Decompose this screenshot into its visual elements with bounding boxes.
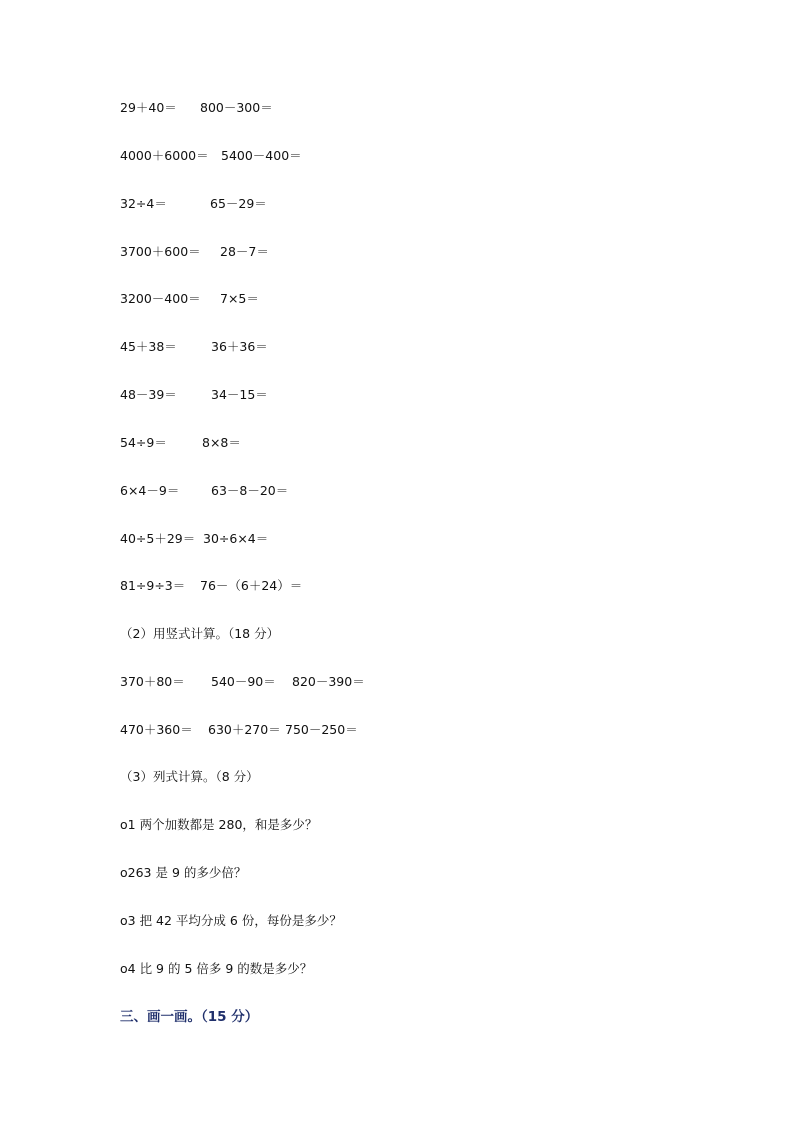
calc-row (120, 434, 241, 452)
calc-row (120, 99, 273, 117)
calc-row (120, 290, 259, 308)
calc-expression: 750－250＝ (285, 722, 358, 737)
word-problem: o3 把 42 平均分成 6 份，每份是多少？ (120, 913, 342, 928)
calc-expression: 5400－400＝ (221, 148, 302, 163)
calc-expression: 630＋270＝ (208, 722, 281, 737)
calc-expression: 63－8－20＝ (211, 483, 289, 498)
calc-row (120, 386, 268, 404)
calc-row (120, 482, 289, 500)
section-title: （3）列式计算。（8 分） (120, 769, 259, 784)
calc-expression: 3200－400＝ (120, 291, 201, 306)
calc-row (120, 195, 267, 213)
calc-expression: 76－（6＋24）＝ (200, 578, 303, 593)
calc-expression: 34－15＝ (211, 387, 268, 402)
calc-expression: 4000＋6000＝ (120, 148, 209, 163)
calc-expression: 48－39＝ (120, 387, 177, 402)
calc-expression: 6×4－9＝ (120, 483, 180, 498)
calc-row (120, 577, 303, 595)
calc-expression: 29＋40＝ (120, 100, 177, 115)
calc-expression: 28－7＝ (220, 244, 269, 259)
calc-expression: 800－300＝ (200, 100, 273, 115)
calc-expression: 540－90＝ (211, 674, 276, 689)
calc-row (120, 673, 365, 691)
calc-expression: 40÷5＋29＝ (120, 531, 196, 546)
calc-expression: 30÷6×4＝ (203, 531, 269, 546)
calc-expression: 54÷9＝ (120, 435, 167, 450)
calc-expression: 8×8＝ (202, 435, 241, 450)
calc-row (120, 530, 269, 548)
word-problem: o4 比 9 的 5 倍多 9 的数是多少？ (120, 961, 313, 976)
calc-expression: 45＋38＝ (120, 339, 177, 354)
word-problem: o1 两个加数都是 280，和是多少？ (120, 817, 318, 832)
section-heading: 三、画一画。（15 分） (120, 1009, 259, 1025)
calc-expression: 81÷9÷3＝ (120, 578, 186, 593)
section-title: （2）用竖式计算。（18 分） (120, 626, 280, 641)
calc-row (120, 243, 269, 261)
calc-expression: 65－29＝ (210, 196, 267, 211)
calc-expression: 370＋80＝ (120, 674, 185, 689)
calc-row (120, 338, 268, 356)
calc-expression: 36＋36＝ (211, 339, 268, 354)
calc-row (120, 147, 302, 165)
word-problem: o263 是 9 的多少倍？ (120, 865, 247, 880)
calc-expression: 470＋360＝ (120, 722, 193, 737)
calc-expression: 7×5＝ (220, 291, 259, 306)
calc-expression: 3700＋600＝ (120, 244, 201, 259)
calc-expression: 820－390＝ (292, 674, 365, 689)
calc-expression: 32÷4＝ (120, 196, 167, 211)
calc-row (120, 721, 358, 739)
